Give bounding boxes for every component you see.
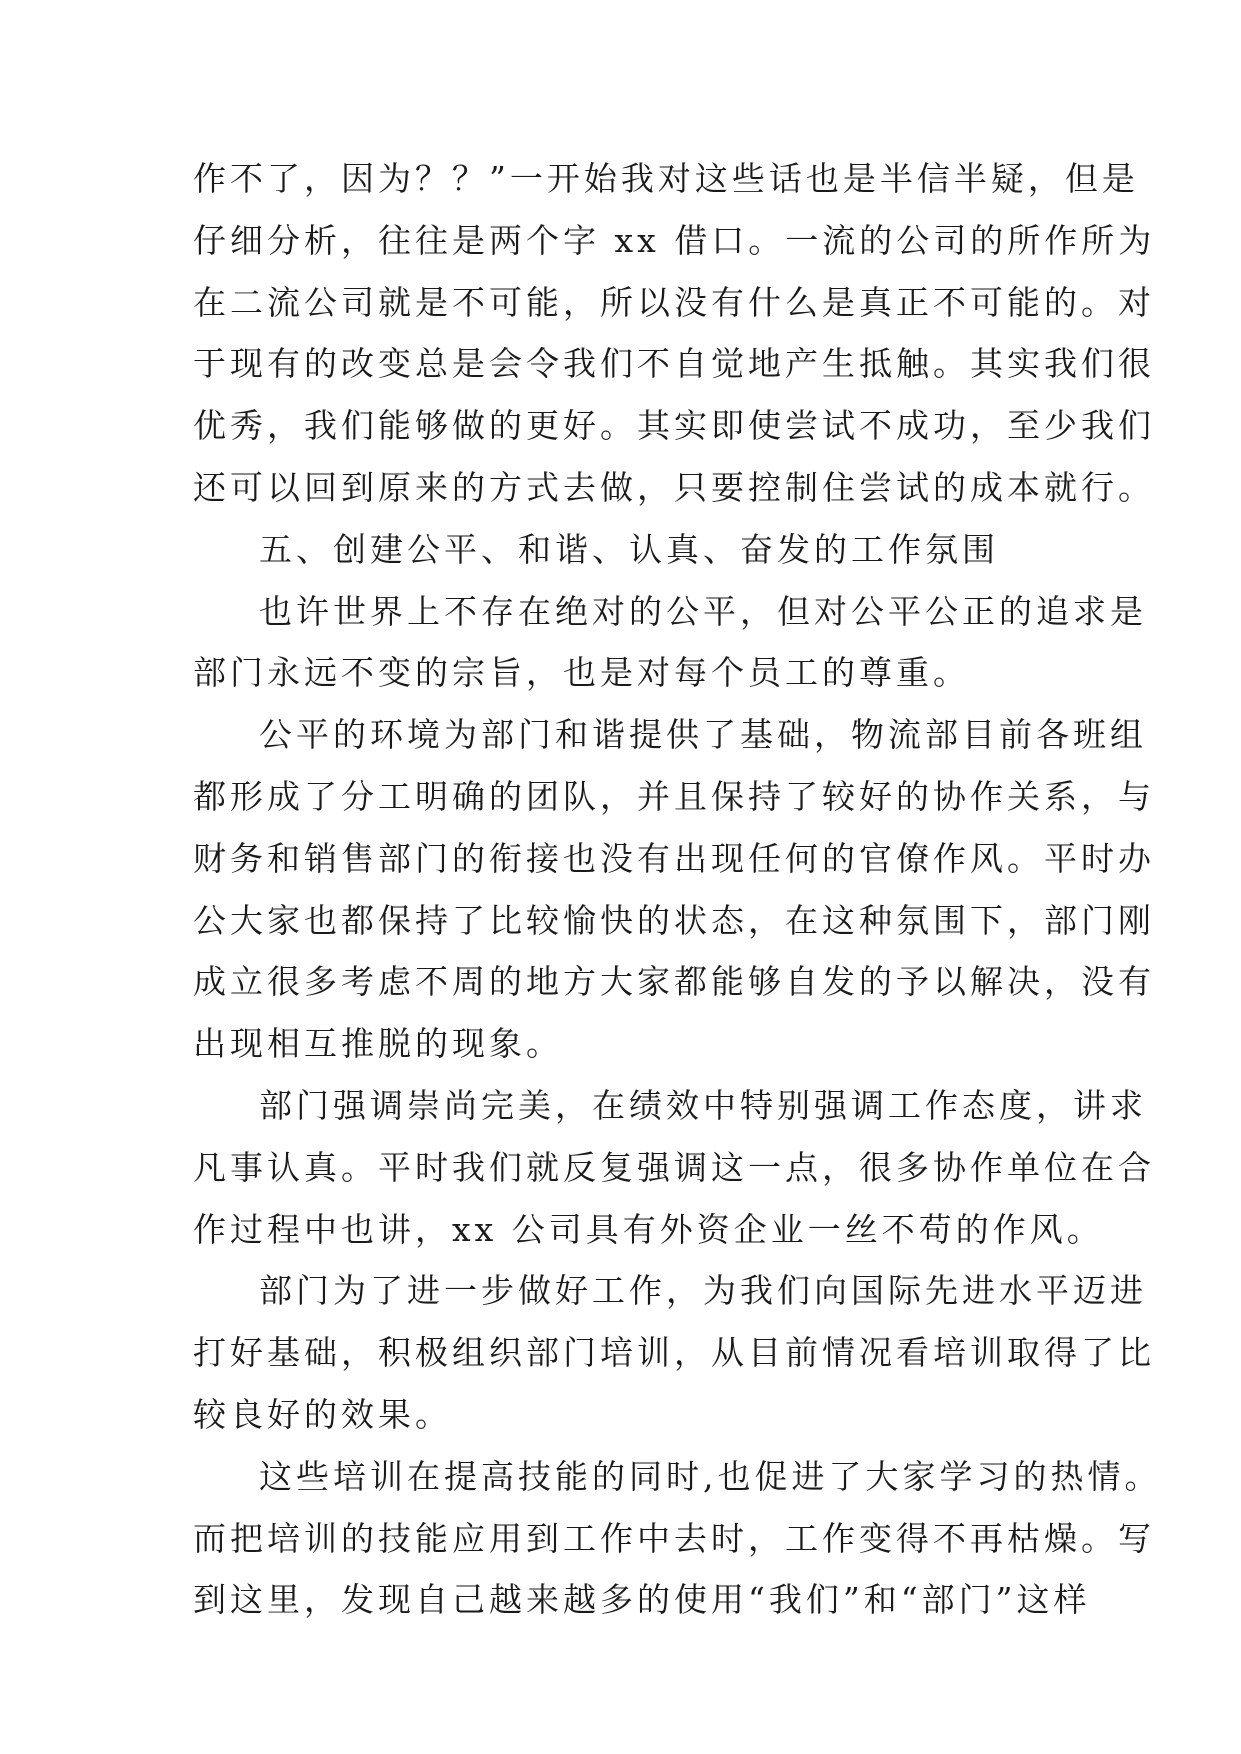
text-line: 这些培训在提高技能的同时,也促进了大家学习的热情。	[259, 1456, 1162, 1496]
text-line: 作过程中也讲，xx 公司具有外资企业一丝不苟的作风。	[193, 1209, 1104, 1249]
text-line: 较良好的效果。	[193, 1394, 452, 1434]
text-line: 部门强调崇尚完美，在绩效中特别强调工作态度，讲求	[259, 1085, 1147, 1125]
text-line: 作不了，因为？？”一开始我对这些话也是半信半疑，但是	[193, 159, 1139, 198]
text-line: 而把培训的技能应用到工作中去时，工作变得不再枯燥。写	[193, 1518, 1155, 1558]
text-line: 五、创建公平、和谐、认真、奋发的工作氛围	[259, 529, 999, 569]
text-line: 优秀，我们能够做的更好。其实即使尝试不成功，至少我们	[193, 406, 1155, 446]
text-line: 都形成了分工明确的团队，并且保持了较好的协作关系，与	[193, 776, 1155, 816]
text-line: 公平的环境为部门和谐提供了基础，物流部目前各班组	[259, 715, 1147, 755]
text-line: 也许世界上不存在绝对的公平，但对公平公正的追求是	[259, 591, 1147, 631]
text-line: 打好基础，积极组织部门培训，从目前情况看培训取得了比	[193, 1333, 1155, 1373]
text-line: 在二流公司就是不可能，所以没有什么是真正不可能的。对	[193, 282, 1155, 322]
text-line: 部门为了进一步做好工作，为我们向国际先进水平迈进	[259, 1271, 1147, 1311]
text-line: 出现相互推脱的现象。	[193, 1024, 563, 1064]
text-line: 公大家也都保持了比较愉快的状态，在这种氛围下，部门刚	[193, 900, 1155, 940]
text-line: 财务和销售部门的衔接也没有出现任何的官僚作风。平时办	[193, 838, 1155, 878]
text-line: 仔细分析，往往是两个字 xx 借口。一流的公司的所作所为	[193, 220, 1156, 260]
text-line: 还可以回到原来的方式去做，只要控制住尝试的成本就行。	[193, 467, 1155, 507]
text-line: 成立很多考虑不周的地方大家都能够自发的予以解决，没有	[193, 962, 1155, 1002]
text-line: 到这里，发现自己越来越多的使用“我们”和“部门”这样	[193, 1580, 1091, 1620]
document-page	[193, 148, 1162, 1631]
text-line: 凡事认真。平时我们就反复强调这一点，很多协作单位在合	[193, 1147, 1155, 1187]
text-line: 部门永远不变的宗旨，也是对每个员工的尊重。	[193, 653, 970, 693]
text-line: 于现有的改变总是会令我们不自觉地产生抵触。其实我们很	[193, 344, 1155, 384]
